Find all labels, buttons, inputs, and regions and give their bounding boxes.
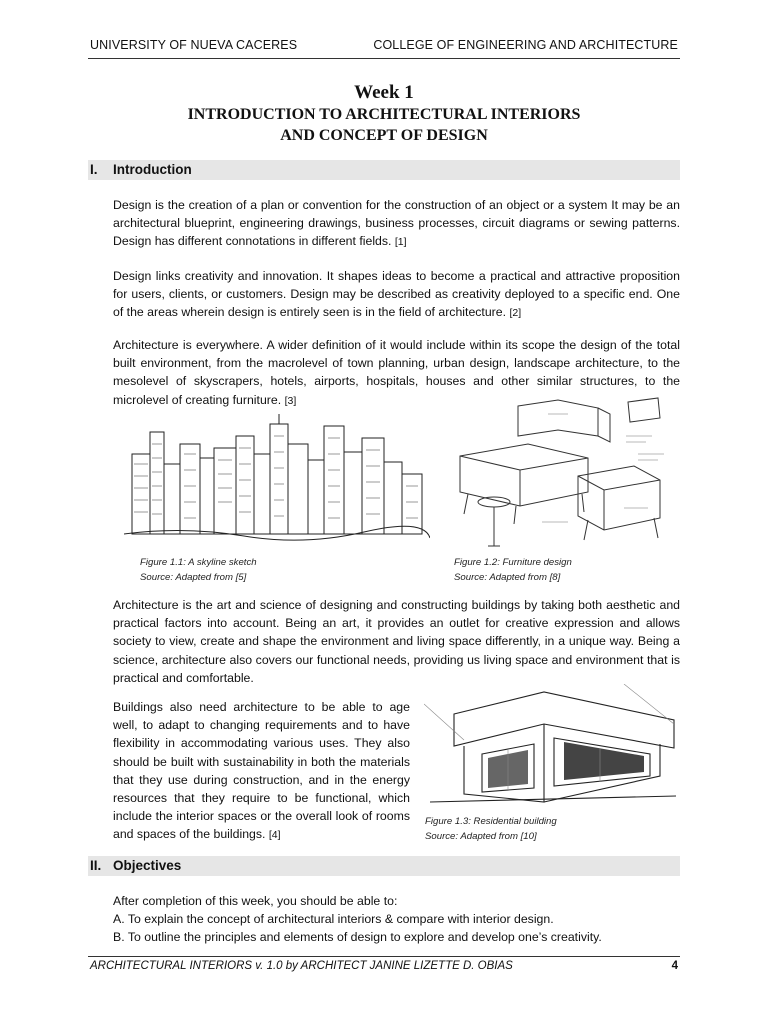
section-objectives: [88, 856, 680, 876]
paragraph-5: [113, 698, 410, 845]
objective-letter: B.: [113, 930, 125, 944]
figure-1-3-caption: [425, 815, 557, 844]
week-title: Week 1: [354, 82, 414, 103]
header-university: UNIVERSITY OF NUEVA CACERES: [90, 38, 298, 52]
caption-source: Source: Adapted from [5]: [140, 571, 247, 583]
building-sketch-icon: [424, 684, 680, 808]
figure-1-2-caption: [454, 556, 572, 585]
paragraph-text: Architecture is everywhere. A wider definition of it would include within its scope the design of the total built environment, from the macrolevel of town planning, urban design, landscape architecture, to the mesolevel of skyscrapers, hotels, airports, hospitals, houses and other similar structures, to the microlevel of creating furniture.: [113, 338, 680, 407]
paragraph-text: Design links creativity and innovation. It shapes ideas to become a practical and attractive proposition for users, clients, or customers. Design may be described as creativity deployed to a specific end. One of the areas wherein design is entirely seen is in the field of architecture.: [113, 269, 680, 320]
reference: [2]: [509, 307, 522, 320]
caption-text: Figure 1.1: A skyline sketch: [140, 557, 257, 568]
section-label: Introduction: [113, 162, 192, 177]
objectives-intro: After completion of this week, you should be able to:: [113, 894, 398, 908]
paragraph-4: Architecture is the art and science of designing and constructing buildings by taking both aesthetic and practical factors into account. Being an art, it provides an outlet for creative expression and allows society to view, create and shape the environment and living space differently, in a unique way. Being a science, architecture also covers our functional needs, providing us living space and environment that is practical and comfortable.: [113, 598, 680, 685]
section-number: II.: [90, 858, 102, 873]
section-label: Objectives: [113, 858, 182, 873]
page-title-line2: AND CONCEPT OF DESIGN: [280, 127, 488, 144]
skyline-sketch-icon: [124, 414, 430, 552]
paragraph-text: Design is the creation of a plan or convention for the construction of an object or a system It may be an architectural blueprint, engineering drawings, business processes, circuit diagrams or sewing patterns. Design has different connotations in different fields.: [113, 198, 680, 249]
page-title-line1: INTRODUCTION TO ARCHITECTURAL INTERIORS: [187, 106, 581, 123]
reference: [4]: [268, 829, 281, 842]
caption-text: Figure 1.2: Furniture design: [454, 557, 572, 568]
reference: [1]: [394, 236, 407, 249]
objective-text: To outline the principles and elements of design to explore and develop one’s creativity.: [127, 930, 602, 944]
furniture-sketch-icon: [448, 396, 680, 556]
objective-letter: A.: [113, 912, 125, 926]
figure-1-1-caption: [140, 556, 257, 585]
page-number: 4: [671, 960, 678, 972]
objective-item: [113, 910, 680, 928]
paragraph-1: [113, 196, 680, 252]
caption-text: Figure 1.3: Residential building: [425, 816, 557, 827]
section-introduction: [88, 160, 680, 180]
footer-rule: [88, 956, 680, 957]
objective-text: To explain the concept of architectural interiors & compare with interior design.: [127, 912, 554, 926]
paragraph-2: [113, 267, 680, 323]
section-number: I.: [90, 162, 98, 177]
caption-source: Source: Adapted from [10]: [425, 830, 537, 842]
paragraph-text: Buildings also need architecture to be able to age well, to adapt to changing requirements and to have flexibility in accommodating various uses. They also should be built with sustainability in both the materials that they use during construction, and in the energy resources that they require to be functional, which include the interior spaces or the overall look of rooms and spaces of the buildings.: [113, 700, 410, 842]
header-college: COLLEGE OF ENGINEERING AND ARCHITECTURE: [373, 38, 678, 52]
header-rule: [88, 58, 680, 59]
objective-item: [113, 928, 680, 946]
footer-author: ARCHITECTURAL INTERIORS v. 1.0 by ARCHITECT JANINE LIZETTE D. OBIAS: [90, 960, 513, 972]
reference: [3]: [284, 394, 297, 407]
caption-source: Source: Adapted from [8]: [454, 571, 561, 583]
